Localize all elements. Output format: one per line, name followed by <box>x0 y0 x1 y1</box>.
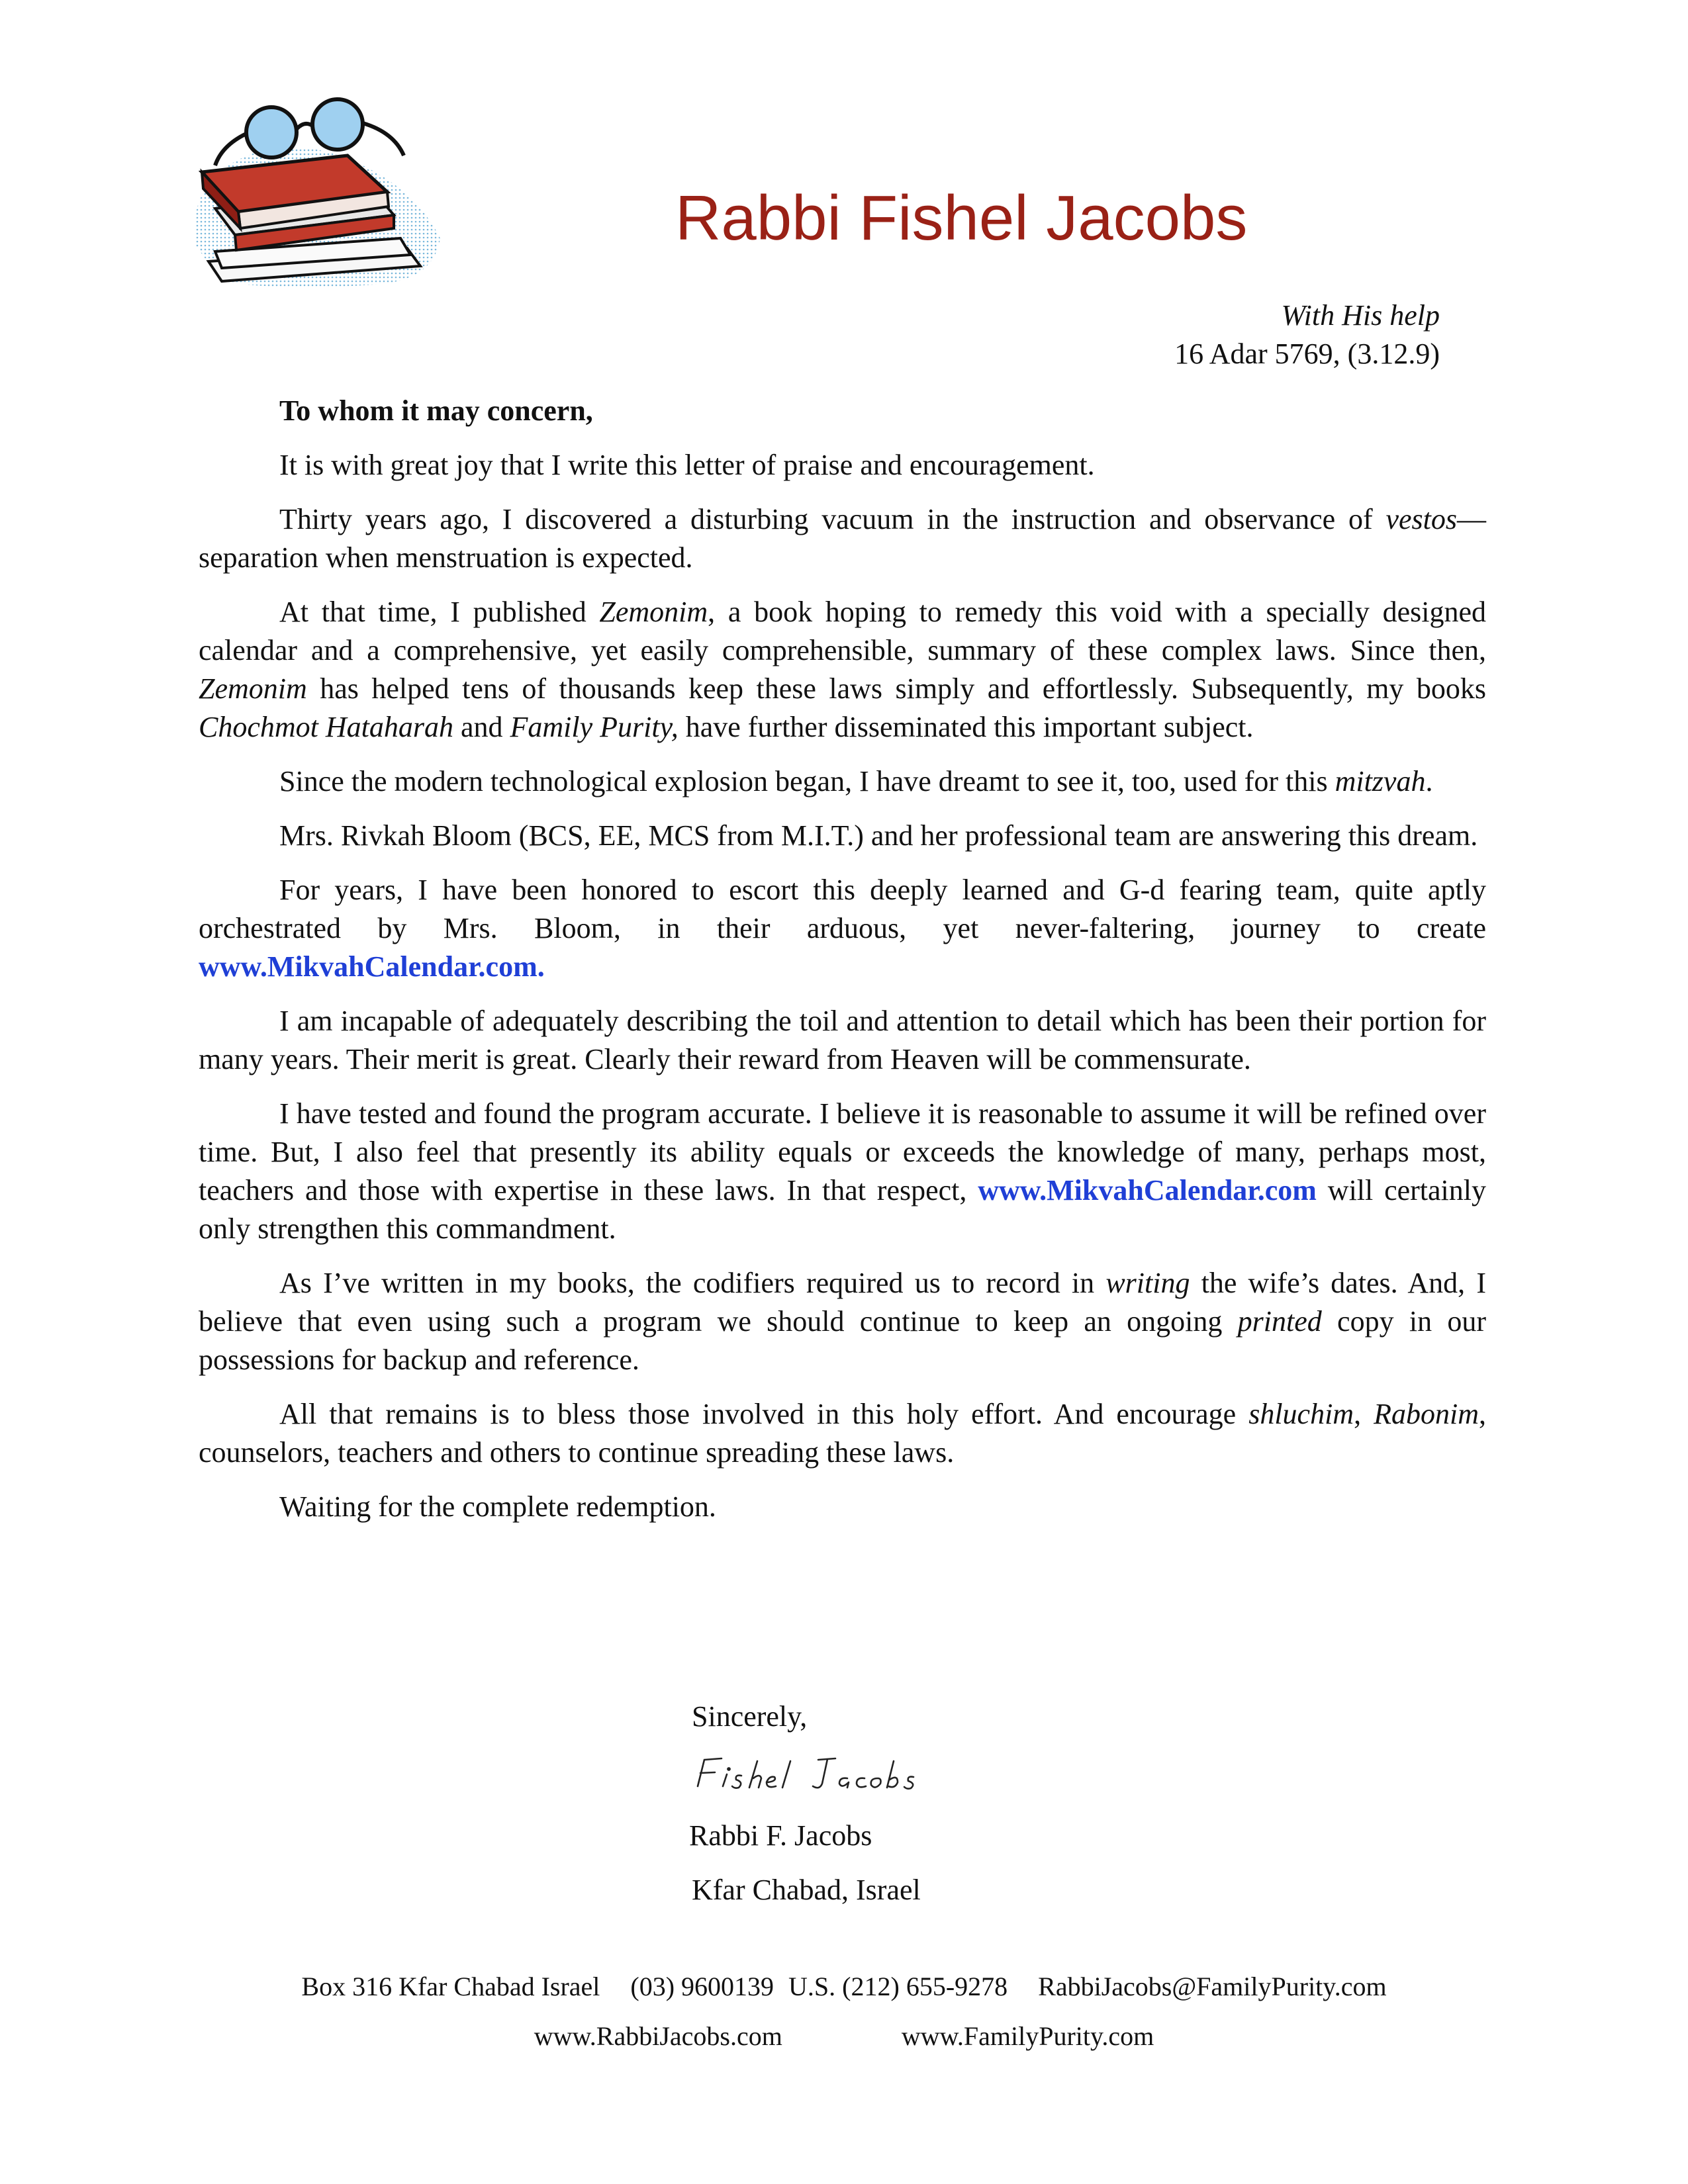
paragraph-4 <box>199 762 1486 801</box>
p9-text-c: copy in our possessions for backup and reference. <box>199 1305 1487 1376</box>
footer-contact-line <box>0 1971 1688 2002</box>
p3-text-b: , a book hoping to remedy this void with a specially designed calendar and a comprehensive, yet easily comprehensible, summary of these complex laws. Since then, <box>199 596 1487 666</box>
dateline <box>1174 296 1440 373</box>
with-his-help: With His help <box>1281 299 1440 332</box>
p3-italic-3: Chochmot Hataharah <box>199 711 453 743</box>
p3-text-e: have further disseminated this important subject. <box>678 711 1254 743</box>
p4-text-b: . <box>1425 765 1433 797</box>
greeting: To whom it may concern, <box>279 394 593 427</box>
p8-text-a: I have tested and found the program accurate. I believe it is reasonable to assume it will be refined over time. But, I also feel that presently its ability equals or exceeds the knowledge of many, perhaps most, teachers and those with expertise in these laws. In that respect, <box>199 1097 1486 1206</box>
mikvah-calendar-link[interactable]: www.MikvahCalendar.com. <box>199 950 545 983</box>
footer-phone-israel: (03) 9600139 <box>630 1972 774 2001</box>
paragraph-6 <box>199 871 1486 986</box>
p2-italic: vestos <box>1385 503 1457 535</box>
p10-italic-1: shluchim <box>1248 1398 1354 1430</box>
footer-website-familypurity[interactable]: www.FamilyPurity.com <box>901 2021 1154 2051</box>
letterhead-title: Rabbi Fishel Jacobs <box>675 183 1248 253</box>
p4-text-a: Since the modern technological explosion began, I have dreamt to see it, too, used for this <box>279 765 1335 797</box>
p3-text-c: has helped tens of thousands keep these laws simply and effortlessly. Subsequently, my books <box>306 672 1486 705</box>
p10-text-b: , <box>1354 1398 1374 1430</box>
p2-text-b: —separation when menstruation is expected. <box>199 503 1486 574</box>
p4-italic: mitzvah <box>1335 765 1426 797</box>
paragraph-7: I am incapable of adequately describing the toil and attention to detail which has been their portion for many years. Their merit is great. Clearly their reward from Heaven will be commensurate. <box>199 1005 1486 1075</box>
signatory-name: Rabbi F. Jacobs <box>689 1819 872 1852</box>
p10-text-c: , counselors, teachers and others to continue spreading these laws. <box>199 1398 1487 1469</box>
paragraph-5: Mrs. Rivkah Bloom (BCS, EE, MCS from M.I.T.) and her professional team are answering this dream. <box>279 819 1478 852</box>
letter-body <box>199 392 1486 1542</box>
p3-italic-4: Family Purity, <box>510 711 679 743</box>
footer-address: Box 316 Kfar Chabad Israel <box>301 1972 600 2001</box>
p9-italic-1: writing <box>1105 1267 1190 1299</box>
p10-italic-2: Rabonim <box>1374 1398 1479 1430</box>
footer-email[interactable]: RabbiJacobs@FamilyPurity.com <box>1038 1972 1387 2001</box>
p3-text-a: At that time, I published <box>279 596 600 628</box>
p3-italic-1: Zemonim <box>599 596 708 628</box>
p3-text-d: and <box>453 711 510 743</box>
footer-phone-us: U.S. (212) 655-9278 <box>788 1972 1008 2001</box>
footer-websites-line <box>0 2021 1688 2052</box>
handwritten-signature <box>688 1752 927 1798</box>
paragraph-1: It is with great joy that I write this letter of praise and encouragement. <box>279 449 1095 481</box>
p9-text-b: the wife’s dates. And, I believe that even using such a program we should continue to keep an ongoing <box>199 1267 1486 1338</box>
p3-italic-2: Zemonim <box>199 672 307 705</box>
books-and-glasses-clipart-icon <box>175 93 453 291</box>
sincerely: Sincerely, <box>692 1700 808 1733</box>
signatory-place: Kfar Chabad, Israel <box>692 1874 921 1906</box>
letter-date: 16 Adar 5769, (3.12.9) <box>1174 338 1440 370</box>
p9-italic-2: printed <box>1237 1305 1322 1338</box>
p10-text-a: All that remains is to bless those involved in this holy effort. And encourage <box>279 1398 1249 1430</box>
p2-text-a: Thirty years ago, I discovered a disturbing vacuum in the instruction and observance of <box>279 503 1386 535</box>
paragraph-10 <box>199 1395 1486 1472</box>
p6-text-a: For years, I have been honored to escort this deeply learned and G-d fearing team, quite aptly orchestrated by Mrs. Bloom, in their arduous, yet never-faltering, journey to create <box>199 874 1486 944</box>
footer-website-rabbijacobs[interactable]: www.RabbiJacobs.com <box>534 2021 782 2051</box>
paragraph-3 <box>199 593 1486 747</box>
p9-text-a: As I’ve written in my books, the codifiers required us to record in <box>279 1267 1106 1299</box>
paragraph-9 <box>199 1264 1486 1379</box>
mikvah-calendar-link-2[interactable]: www.MikvahCalendar.com <box>978 1174 1317 1206</box>
paragraph-8 <box>199 1095 1486 1248</box>
paragraph-11: Waiting for the complete redemption. <box>279 1490 716 1523</box>
p8-text-b: will certainly only strengthen this commandment. <box>199 1174 1486 1245</box>
paragraph-2 <box>199 500 1486 577</box>
